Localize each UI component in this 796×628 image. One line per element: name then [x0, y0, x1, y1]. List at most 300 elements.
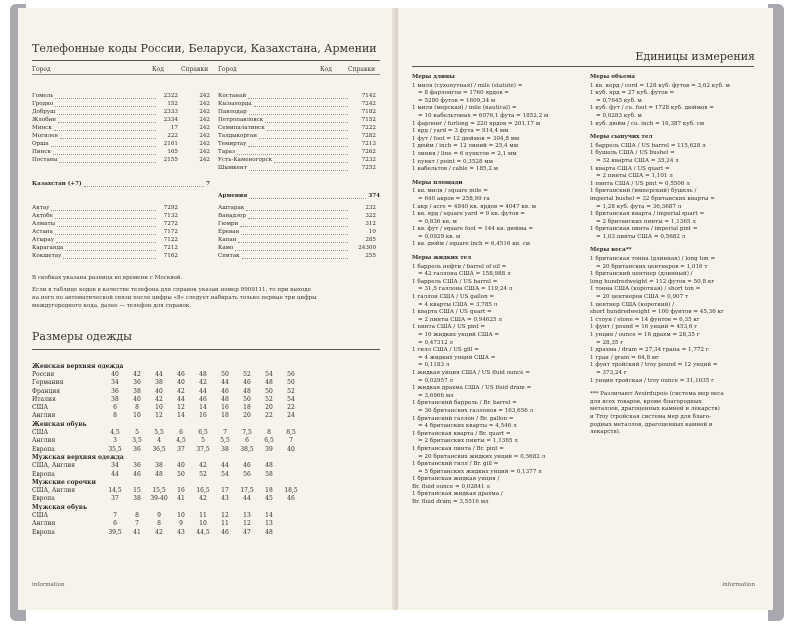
- size-value: 5: [201, 437, 205, 445]
- size-value: 42: [155, 395, 163, 403]
- size-value: 46: [221, 387, 229, 395]
- code-row: [32, 100, 210, 108]
- size-row: [32, 437, 302, 445]
- city-ref: 242: [199, 101, 210, 107]
- code-row: [32, 204, 210, 212]
- city-code: 7122: [163, 237, 178, 243]
- size-label: Россия: [32, 370, 55, 378]
- unit-line: = 2 пинты США = 0,94625 л: [418, 316, 502, 323]
- city-code: 24300: [358, 245, 376, 251]
- size-value: 8: [113, 412, 117, 420]
- size-value: 52: [265, 395, 273, 403]
- city-code: 7152: [361, 117, 376, 123]
- size-value: 44: [221, 379, 229, 387]
- size-value: 42: [199, 495, 207, 503]
- unit-line: 1 куб. дюйм / cu. inch = 16,387 куб. см: [590, 120, 705, 127]
- size-value: 3,5: [132, 437, 142, 445]
- size-row: [32, 395, 302, 403]
- code-row: [218, 116, 380, 124]
- unit-line: 1 баррель нефти / barrel of oil =: [412, 263, 507, 270]
- unit-line: 1 кв. дюйм / square inch = 6,4516 кв. см: [412, 241, 530, 248]
- size-value: 6,5: [198, 429, 208, 437]
- size-value: 40: [177, 379, 185, 387]
- size-value: 16: [177, 487, 185, 495]
- size-row: [32, 362, 302, 370]
- sizes-title: Размеры одежды: [32, 330, 132, 343]
- code-row: [32, 116, 210, 124]
- city-name: Талдыкорган: [218, 133, 257, 139]
- col-code-head-1: Код: [152, 66, 164, 73]
- unit-line: = 16 жидких унций США =: [418, 332, 500, 338]
- city-code: 165: [167, 149, 178, 155]
- kz-code: 7: [206, 181, 210, 187]
- size-label: Англия: [32, 520, 56, 528]
- city-code: 285: [365, 237, 376, 243]
- size-value: 50: [287, 379, 295, 387]
- city-ref: 242: [199, 149, 210, 155]
- unit-line: *** Различают Avoirdupois (система мер веса: [590, 391, 724, 398]
- right-footer: information: [722, 582, 755, 588]
- size-value: 56: [287, 370, 295, 378]
- dry-head: Меры сыпучих тел: [590, 134, 653, 141]
- left-page: [18, 8, 396, 610]
- city-name: Кызылорда: [218, 101, 252, 107]
- unit-line: 1 кварта США / US quart =: [590, 165, 670, 172]
- code-row: [32, 156, 210, 164]
- unit-line: 1 кв. миля / square mile =: [412, 188, 488, 195]
- unit-line: = 3,6966 мл: [418, 392, 454, 399]
- unit-line: = 4 кварты США = 3,785 л: [418, 301, 498, 308]
- code-row: [218, 148, 380, 156]
- unit-line: = 20 британских центнеров = 1,016 т: [596, 263, 708, 270]
- size-row: [32, 520, 302, 528]
- phone-codes-title: Телефонные коды России, Беларуси, Казахстана, Армении: [32, 42, 377, 55]
- size-value: 44: [221, 462, 229, 470]
- city-code: 10: [368, 229, 376, 235]
- size-value: 46: [287, 495, 295, 503]
- unit-line: = 31,5 галлона США = 119,24 л: [418, 286, 513, 293]
- size-label: США: [32, 429, 48, 437]
- code-row: [32, 124, 210, 132]
- size-value: 24: [287, 412, 295, 420]
- unit-line: = 640 акров = 258,99 га: [418, 195, 490, 202]
- size-value: 14: [177, 412, 185, 420]
- unit-line: 1 британская жидкая драхма /: [412, 491, 503, 498]
- size-row: [32, 370, 302, 378]
- size-value: 9: [179, 520, 183, 528]
- size-value: 42: [155, 528, 163, 536]
- area-head: Меры площади: [412, 179, 463, 186]
- size-label: Германия: [32, 379, 64, 387]
- size-label: США, Англия: [32, 487, 76, 495]
- size-value: 46: [243, 462, 251, 470]
- kz-label: Казахстан (+7): [32, 181, 82, 187]
- col-code-head-2: Код: [320, 66, 332, 73]
- units-rule: [412, 66, 754, 67]
- size-value: 40: [111, 370, 119, 378]
- size-value: 36: [111, 387, 119, 395]
- size-value: 6: [113, 404, 117, 412]
- city-name: Тараз: [218, 149, 236, 155]
- size-value: 40: [287, 445, 295, 453]
- unit-line: = 0,47312 л: [418, 339, 453, 346]
- size-value: 14,5: [108, 487, 122, 495]
- code-row: [218, 132, 380, 140]
- codes-column-1: [32, 92, 210, 164]
- size-value: 44: [177, 395, 185, 403]
- unit-line: 1 жидкая драхма США / US fluid dram =: [412, 385, 532, 392]
- size-value: 54: [287, 395, 295, 403]
- unit-line: 1 баррель США / US barrel =: [412, 278, 498, 285]
- size-value: 16: [221, 404, 229, 412]
- size-row: [32, 428, 302, 436]
- unit-line: = 42 галлона США = 158,988 л: [418, 271, 511, 278]
- size-value: 14: [265, 511, 273, 519]
- size-value: 5,5: [220, 437, 230, 445]
- unit-line: 1 куб. фут / cu. foot = 1728 куб. дюймов =: [590, 105, 714, 112]
- size-label: Женская обувь: [32, 420, 87, 428]
- city-code: 7242: [361, 101, 376, 107]
- unit-line: long hundredweight = 112 футов = 50,8 кг: [590, 278, 715, 285]
- size-value: 52: [199, 470, 207, 478]
- code-row: [32, 132, 210, 140]
- city-name: Алматы: [32, 221, 56, 227]
- size-value: 58: [265, 470, 273, 478]
- size-value: 8: [135, 511, 139, 519]
- city-code: 232: [365, 205, 376, 211]
- size-value: 10: [155, 404, 163, 412]
- city-name: Кокшетау: [32, 253, 62, 259]
- city-code: 7252: [361, 165, 376, 171]
- city-code: 2161: [163, 141, 178, 147]
- size-value: 17: [221, 487, 229, 495]
- city-name: Караганда: [32, 245, 64, 251]
- size-value: 37: [111, 495, 119, 503]
- size-value: 6,5: [264, 437, 274, 445]
- city-name: Гюмри: [218, 221, 239, 227]
- size-value: 48: [265, 528, 273, 536]
- size-value: 35,5: [108, 445, 122, 453]
- size-value: 44,5: [196, 528, 210, 536]
- size-row: [32, 528, 302, 536]
- code-row: [218, 244, 380, 252]
- size-value: 12: [155, 412, 163, 420]
- size-value: 38: [221, 445, 229, 453]
- timezone-note: В скобках указана разница во времени с Москвой.: [32, 275, 183, 281]
- size-label: Мужские сорочки: [32, 478, 96, 486]
- code-row: [218, 204, 380, 212]
- code-row: [32, 244, 210, 252]
- unit-line: 1 кв. фут / square foot = 144 кв. дюйма =: [412, 226, 534, 233]
- size-label: Франция: [32, 387, 61, 395]
- size-value: 48: [199, 370, 207, 378]
- code-row: [32, 108, 210, 116]
- unit-line: 1 британский центнер (длинный) /: [590, 271, 693, 278]
- city-name: Усть-Каменогорск: [218, 157, 273, 163]
- length-head: Меры длины: [412, 74, 455, 80]
- city-code: 7272: [163, 221, 178, 227]
- code-row: [32, 92, 210, 100]
- city-name: Актобе: [32, 213, 53, 219]
- code-row: [218, 164, 380, 172]
- size-value: 44: [111, 470, 119, 478]
- unit-line: 1 унция тройская / troy ounce = 31,1035 г: [590, 377, 715, 384]
- unit-line: 1 британский гилл / Br. gill =: [412, 461, 499, 468]
- unit-line: 1 миля (морская) / mile (nautical) =: [412, 105, 517, 112]
- left-footer: information: [32, 582, 65, 588]
- size-value: 22: [265, 412, 273, 420]
- city-code: 7292: [163, 205, 178, 211]
- size-value: 4: [157, 437, 161, 445]
- size-value: 43: [177, 528, 185, 536]
- size-value: 4,5: [110, 429, 120, 437]
- unit-line: Br. fluid dram = 3,5516 мл: [412, 499, 489, 506]
- size-value: 46: [133, 470, 141, 478]
- help-note-1: Если в таблице кодов в качестве телефона для справок указан номер 9909111, то при выходе: [32, 287, 312, 293]
- city-code: 7162: [163, 253, 178, 259]
- size-value: 12: [243, 520, 251, 528]
- size-value: 38: [111, 395, 119, 403]
- unit-line: 1 бушель США / US bushel =: [590, 150, 675, 157]
- code-row: [218, 212, 380, 220]
- size-value: 56: [243, 470, 251, 478]
- size-value: 8: [135, 404, 139, 412]
- size-value: 3: [113, 437, 117, 445]
- code-row: [32, 220, 210, 228]
- unit-line: 1 британская жидкая унция /: [412, 476, 500, 483]
- size-value: 46: [221, 528, 229, 536]
- kz-header: [32, 180, 210, 188]
- size-value: 48: [265, 462, 273, 470]
- unit-line: = 32 кварты США = 35,24 л: [596, 157, 679, 164]
- size-value: 5: [135, 429, 139, 437]
- size-value: 41: [133, 528, 141, 536]
- size-value: 38: [155, 379, 163, 387]
- am-cities: [218, 204, 380, 260]
- unit-line: для всех товаров, кроме благородных: [590, 398, 702, 405]
- city-name: Камо: [218, 245, 234, 251]
- size-value: 34: [111, 379, 119, 387]
- unit-line: 1 центнер США (короткий) /: [590, 301, 675, 308]
- size-value: 50: [221, 370, 229, 378]
- city-name: Актау: [32, 205, 50, 211]
- size-value: 13: [265, 520, 273, 528]
- city-code: 7182: [361, 109, 376, 115]
- size-value: 9: [157, 511, 161, 519]
- unit-line: и Troy (тройская система мер для благо-: [590, 413, 712, 420]
- city-code: 7132: [163, 213, 178, 219]
- size-value: 46: [199, 395, 207, 403]
- size-value: 39: [265, 445, 273, 453]
- city-code: 2322: [163, 93, 178, 99]
- size-value: 11: [199, 511, 207, 519]
- city-code: 7212: [163, 245, 178, 251]
- unit-line: 1 галлон США / US gallon =: [412, 294, 495, 301]
- size-value: 42: [133, 370, 141, 378]
- unit-line: 1 кварта США / US quart =: [412, 309, 492, 316]
- size-label: Англия: [32, 412, 56, 420]
- unit-line: 1 британский галлон / Br. gallon =: [412, 415, 514, 422]
- unit-line: родных металлов, драгоценных камней и: [590, 421, 713, 428]
- unit-line: 1 британская пинта / imperial pint =: [590, 226, 698, 233]
- code-row: [32, 148, 210, 156]
- city-name: Минск: [32, 125, 52, 131]
- city-name: Могилев: [32, 133, 58, 139]
- unit-line: = 2 британских пинты = 1,1365 л: [596, 218, 696, 225]
- code-row: [32, 212, 210, 220]
- size-value: 44: [243, 495, 251, 503]
- city-name: Костанай: [218, 93, 247, 99]
- size-value: 18: [221, 412, 229, 420]
- size-row: [32, 495, 302, 503]
- code-row: [218, 236, 380, 244]
- size-value: 6: [113, 520, 117, 528]
- unit-line: = 0,0929 кв. м: [418, 233, 461, 240]
- size-value: 47: [243, 528, 251, 536]
- unit-line: imperial bushel = 32 британских кварты =: [590, 195, 715, 202]
- size-label: Англия: [32, 437, 56, 445]
- city-name: Темиртау: [218, 141, 247, 147]
- city-name: Гродно: [32, 101, 54, 107]
- size-value: 40: [177, 462, 185, 470]
- city-name: Семипалатинск: [218, 125, 265, 131]
- liquid-head: Меры жидких тел: [412, 255, 472, 262]
- size-value: 52: [287, 387, 295, 395]
- unit-line: = 0,0283 куб. м: [596, 112, 642, 119]
- size-label: Европа: [32, 470, 55, 478]
- code-row: [218, 252, 380, 260]
- size-value: 48: [243, 387, 251, 395]
- help-note-2: на него по автоматической связи после цифры «8» следует набирать только первые три цифры: [32, 295, 317, 301]
- size-value: 7,5: [242, 429, 252, 437]
- city-ref: 242: [199, 117, 210, 123]
- size-label: Мужская верхняя одежда: [32, 453, 124, 461]
- unit-line: short hundredweight = 100 фунтов = 45,36 кг: [590, 309, 724, 316]
- size-value: 50: [243, 395, 251, 403]
- size-value: 37: [177, 445, 185, 453]
- city-ref: 242: [199, 141, 210, 147]
- sizes-rule: [32, 349, 380, 350]
- city-name: Аштарак: [218, 205, 245, 211]
- col-ref-head-1: Справки: [181, 66, 209, 73]
- unit-line: = 20 центнеров США = 0,907 т: [596, 294, 689, 301]
- size-value: 44: [155, 370, 163, 378]
- col-city-head-2: Город: [218, 66, 237, 73]
- size-value: 6: [245, 437, 249, 445]
- unit-line: 1 куб. ярд = 27 куб. футов =: [590, 90, 675, 97]
- size-value: 38,5: [240, 445, 254, 453]
- size-value: 20: [265, 404, 273, 412]
- size-label: США: [32, 404, 48, 412]
- size-value: 42: [199, 462, 207, 470]
- size-value: 7: [289, 437, 293, 445]
- size-value: 18: [265, 487, 273, 495]
- size-value: 4,5: [176, 437, 186, 445]
- unit-line: 1 британский баррель / Br. barrel =: [412, 400, 517, 407]
- am-label: Армения: [218, 193, 248, 199]
- kz-cities: [32, 204, 210, 260]
- code-row: [218, 156, 380, 164]
- unit-line: 1 фут / foot = 12 дюймов = 304,8 мм: [412, 135, 520, 142]
- size-value: 37,5: [196, 445, 210, 453]
- city-name: Пинск: [32, 149, 51, 155]
- size-value: 36: [133, 379, 141, 387]
- unit-line: 1 британский (имперский) бушель /: [590, 188, 697, 195]
- city-name: Гомель: [32, 93, 54, 99]
- unit-line: 1 кабельтов / cable = 185,2 м: [412, 166, 499, 173]
- city-code: 152: [167, 101, 178, 107]
- unit-line: = 36 британских галлонов = 163,656 л: [418, 407, 534, 414]
- size-value: 7: [113, 511, 117, 519]
- size-label: США, Англия: [32, 462, 76, 470]
- col-ref-head-2: Справки: [348, 66, 376, 73]
- unit-line: 1 стоун / stone = 14 фунтов = 6,35 кг: [590, 316, 700, 323]
- city-name: Астана: [32, 229, 53, 235]
- title-rule: [32, 60, 380, 61]
- city-code: 322: [365, 213, 376, 219]
- code-row: [32, 236, 210, 244]
- head-rule: [32, 74, 380, 75]
- city-code: 2155: [163, 157, 178, 163]
- unit-line: 1 гран / grain = 64,8 мг: [590, 354, 660, 361]
- size-value: 10: [133, 412, 141, 420]
- city-ref: 242: [199, 157, 210, 163]
- unit-line: = 373,24 г: [596, 369, 627, 376]
- code-row: [218, 92, 380, 100]
- size-value: 36: [133, 445, 141, 453]
- code-row: [218, 228, 380, 236]
- size-value: 46: [243, 379, 251, 387]
- unit-line: 1 британская пинта / Br. pint =: [412, 445, 504, 452]
- unit-line: 1 баррель США / US barrel = 115,628 л: [590, 142, 706, 149]
- code-row: [218, 140, 380, 148]
- unit-line: = 2 пинты США = 1,101 л: [596, 173, 673, 180]
- city-code: 7142: [361, 93, 376, 99]
- unit-line: 1 британская тонна (длинная) / long ton =: [590, 256, 716, 263]
- city-code: 7282: [361, 133, 376, 139]
- size-value: 44: [199, 387, 207, 395]
- size-row: [32, 503, 302, 511]
- sizes-table: [32, 362, 302, 536]
- unit-line: 1 кв. корд / cord = 128 куб. футов = 3,62 куб. м: [590, 82, 730, 89]
- code-row: [32, 228, 210, 236]
- size-value: 12: [177, 404, 185, 412]
- size-value: 8,5: [286, 429, 296, 437]
- unit-line: = 0,836 кв. м: [418, 218, 457, 225]
- units-right-column: [590, 70, 760, 437]
- city-code: 7232: [361, 157, 376, 163]
- right-page: [398, 8, 773, 610]
- size-row: [32, 379, 302, 387]
- size-row: [32, 486, 302, 494]
- size-value: 39,5: [108, 528, 122, 536]
- unit-line: 1 фунт / pound = 16 унций = 453,6 г: [590, 324, 698, 331]
- size-value: 17,5: [240, 487, 254, 495]
- city-name: Добруш: [32, 109, 56, 115]
- unit-line: 1 драхма / dram = 27,34 грана = 1,772 г: [590, 347, 709, 354]
- size-value: 42: [199, 379, 207, 387]
- size-row: [32, 403, 302, 411]
- size-value: 36: [133, 462, 141, 470]
- size-label: Мужская обувь: [32, 503, 88, 511]
- size-label: Европа: [32, 528, 55, 536]
- size-value: 36,5: [152, 445, 166, 453]
- unit-line: 1 акр / acre = 4840 кв. ярдов = 4047 кв. м: [412, 203, 536, 210]
- city-code: 7262: [361, 149, 376, 155]
- units-title: Единицы измерения: [635, 50, 755, 63]
- size-value: 10: [199, 520, 207, 528]
- unit-line: = 2 британских пинты = 1,1365 л: [418, 438, 518, 445]
